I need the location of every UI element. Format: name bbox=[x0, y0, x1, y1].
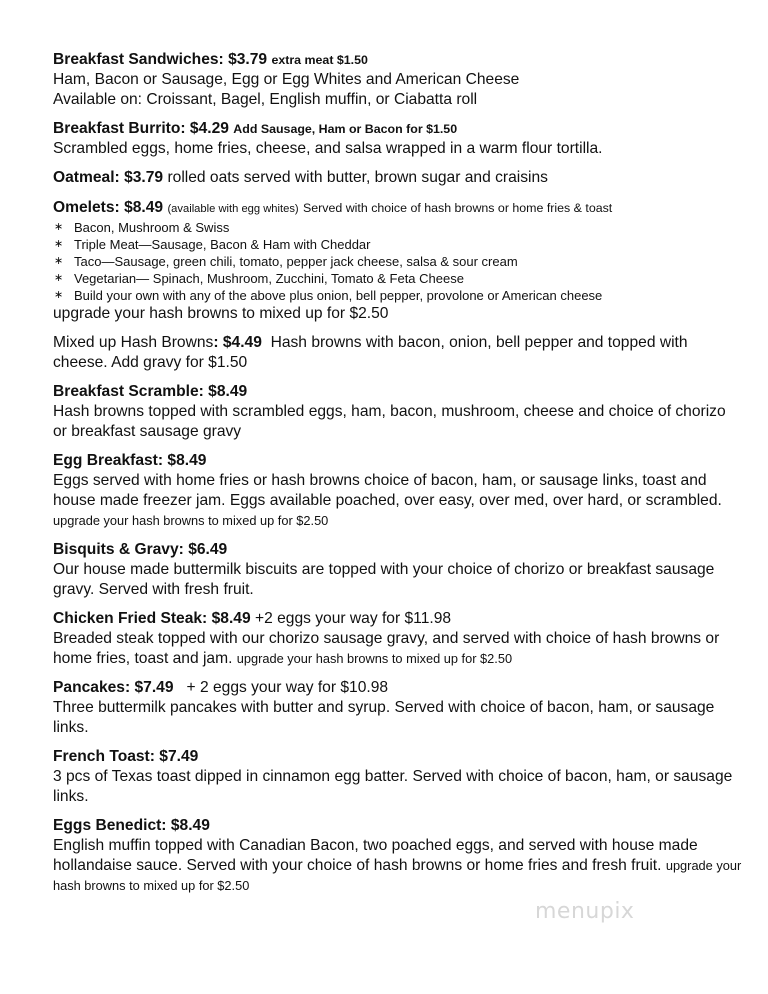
item-price: $3.79 bbox=[124, 169, 164, 186]
item-description: Breaded steak topped with our chorizo sausage gravy, and served with choice of hash browns or home fries, toast and jam. bbox=[53, 630, 720, 667]
list-item: ∗ Vegetarian— Spinach, Mushroom, Zucchini, Tomato & Feta Cheese bbox=[53, 270, 743, 287]
item-price: $7.49 bbox=[159, 748, 199, 765]
item-name: Pancakes: bbox=[53, 679, 131, 696]
item-note: upgrade your hash browns to mixed up for $2.50 bbox=[53, 305, 389, 322]
menu-page bbox=[53, 50, 743, 905]
item-description: Hash browns topped with scrambled eggs, ham, bacon, mushroom, cheese and choice of chorizo or breakfast sausage gravy bbox=[53, 403, 726, 440]
list-item: ∗ Triple Meat—Sausage, Bacon & Ham with Cheddar bbox=[53, 236, 743, 253]
item-note: upgrade your hash browns to mixed up for $2.50 bbox=[53, 513, 329, 528]
list-item: ∗ Build your own with any of the above plus onion, bell pepper, provolone or American cheese bbox=[53, 287, 743, 304]
item-name: Breakfast Sandwiches: bbox=[53, 51, 224, 68]
item-price: $6.49 bbox=[188, 541, 228, 558]
item-note: upgrade your hash browns to mixed up for $2.50 bbox=[53, 858, 742, 893]
item-price: $4.29 bbox=[189, 120, 229, 137]
item-price: $7.49 bbox=[134, 679, 174, 696]
menu-item-mixed-up-hash-browns bbox=[53, 333, 743, 373]
item-name: Mixed up Hash Browns bbox=[53, 334, 214, 351]
item-description: Scrambled eggs, home fries, cheese, and salsa wrapped in a warm flour tortilla. bbox=[53, 140, 603, 157]
menu-item-omelets bbox=[53, 198, 743, 324]
list-item: ∗ Taco—Sausage, green chili, tomato, pepper jack cheese, salsa & sour cream bbox=[53, 253, 743, 270]
item-extra: + 2 eggs your way for $10.98 bbox=[186, 679, 389, 696]
item-description: Three buttermilk pancakes with butter and syrup. Served with choice of bacon, ham, or sausage links. bbox=[53, 699, 715, 736]
item-price: $8.49 bbox=[170, 817, 210, 834]
item-name: Bisquits & Gravy: bbox=[53, 541, 184, 558]
item-description: 3 pcs of Texas toast dipped in cinnamon egg batter. Served with choice of bacon, ham, or sausage links. bbox=[53, 768, 733, 805]
item-price: $3.79 bbox=[228, 51, 268, 68]
item-price: $8.49 bbox=[208, 383, 248, 400]
item-description: Served with choice of hash browns or home fries & toast bbox=[303, 201, 613, 215]
item-name: Chicken Fried Steak: bbox=[53, 610, 208, 627]
menu-item-pancakes bbox=[53, 678, 743, 738]
menu-item-egg-breakfast bbox=[53, 451, 743, 531]
item-price: $8.49 bbox=[211, 610, 251, 627]
item-description: rolled oats served with butter, brown sugar and craisins bbox=[167, 169, 548, 186]
item-extra: Add Sausage, Ham or Bacon for $1.50 bbox=[233, 122, 458, 136]
menu-item-eggs-benedict bbox=[53, 816, 743, 896]
omelet-options-list bbox=[53, 219, 743, 304]
menu-item-bisquits-gravy bbox=[53, 540, 743, 600]
item-extra: +2 eggs your way for $11.98 bbox=[254, 610, 452, 627]
item-price: : $4.49 bbox=[213, 334, 262, 351]
item-parenthetical: (available with egg whites) bbox=[167, 203, 299, 215]
item-extra: extra meat $1.50 bbox=[271, 53, 368, 67]
item-price: $8.49 bbox=[124, 199, 164, 216]
item-name: Oatmeal: bbox=[53, 169, 120, 186]
item-note: upgrade your hash browns to mixed up for $2.50 bbox=[236, 651, 513, 666]
menupix-watermark: menupix bbox=[535, 899, 635, 924]
menu-item-french-toast bbox=[53, 747, 743, 807]
item-name: French Toast: bbox=[53, 748, 155, 765]
menu-item-breakfast-sandwiches bbox=[53, 50, 743, 110]
menu-item-oatmeal bbox=[53, 168, 743, 188]
list-item: ∗ Bacon, Mushroom & Swiss bbox=[53, 219, 743, 236]
item-description: English muffin topped with Canadian Bacon, two poached eggs, and served with house made hollandaise sauce. Served with your choice of hash browns or home fries and fresh fruit. bbox=[53, 837, 698, 874]
item-name: Breakfast Burrito: bbox=[53, 120, 186, 137]
item-name: Eggs Benedict: bbox=[53, 817, 167, 834]
item-line: Available on: Croissant, Bagel, English muffin, or Ciabatta roll bbox=[53, 91, 478, 108]
item-name: Breakfast Scramble: bbox=[53, 383, 204, 400]
item-description: Our house made buttermilk biscuits are topped with your choice of chorizo or breakfast sausage gravy. Served with fresh fruit. bbox=[53, 561, 715, 598]
item-name: Omelets: bbox=[53, 199, 120, 216]
menu-item-breakfast-burrito bbox=[53, 119, 743, 159]
item-name: Egg Breakfast: bbox=[53, 452, 164, 469]
item-description: Eggs served with home fries or hash browns choice of bacon, ham, or sausage links, toast and house made freezer jam. Eggs available poached, over easy, over med, over hard, or scrambled. bbox=[53, 472, 722, 509]
item-description: Hash browns with bacon, onion, bell pepper and topped with cheese. Add gravy for $1.50 bbox=[53, 334, 688, 371]
menu-item-chicken-fried-steak bbox=[53, 609, 743, 669]
menu-item-breakfast-scramble bbox=[53, 382, 743, 442]
item-price: $8.49 bbox=[167, 452, 207, 469]
item-line: Ham, Bacon or Sausage, Egg or Egg Whites and American Cheese bbox=[53, 71, 520, 88]
